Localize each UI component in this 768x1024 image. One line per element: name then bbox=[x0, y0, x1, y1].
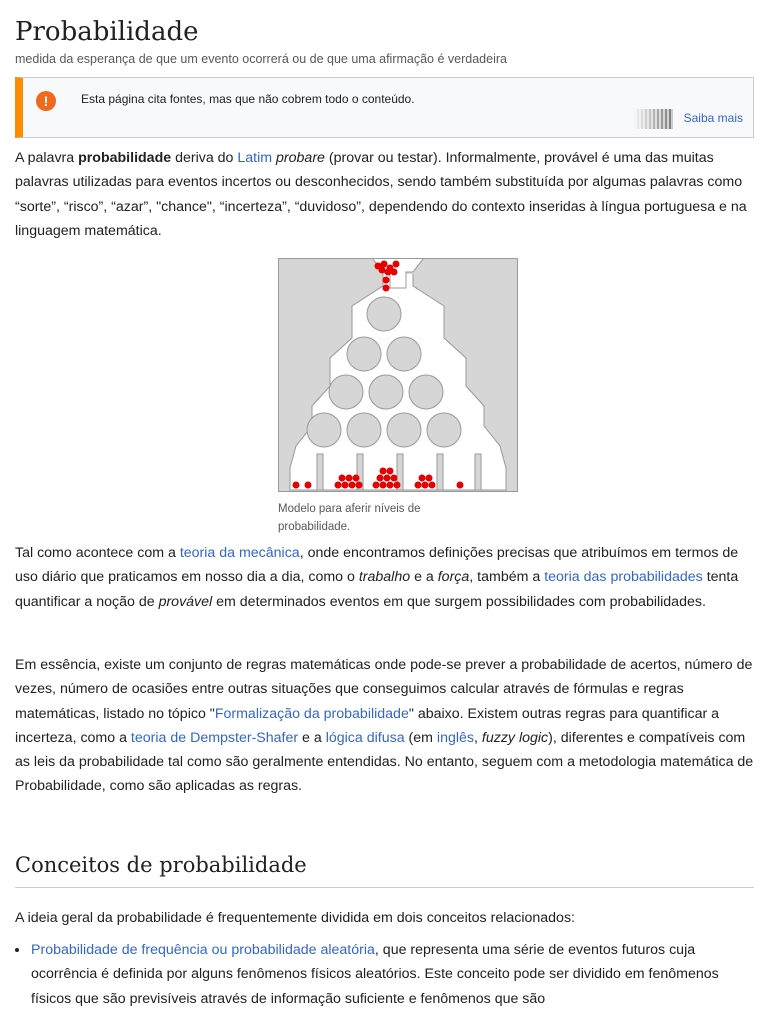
bin-divider bbox=[437, 454, 443, 490]
peg bbox=[409, 375, 443, 409]
ball bbox=[379, 267, 386, 274]
ball bbox=[457, 482, 464, 489]
paragraph-rules bbox=[15, 653, 754, 799]
text: ), diferentes e compatíveis com as leis da probabilidade tal como são geralmente entendidas. No entanto, seguem com a metodologia matemática de Probabilidade, como são aplicadas as regras. bbox=[15, 729, 754, 795]
ball bbox=[380, 482, 387, 489]
ball bbox=[373, 482, 380, 489]
text: (provar ou testar). Informalmente, provável é uma das muitas palavras utilizadas para eventos incertos ou desconhecidos, sendo também substituída por algumas palavras como “sorte”, “risco”, “azar”, "chance", “incerteza”, “duvidoso”, dependendo do contexto inseridas à língua portuguesa e na linguagem matemática. bbox=[15, 150, 747, 239]
text: tenta quantificar a noção de bbox=[15, 569, 739, 610]
text: Em essência, existe um conjunto de regras matemáticas onde pode-se prever a probabilidade de acertos, número de vezes, número de ocasiões entre outras situações que conseguimos calcular através de fórmulas e regras matemáticas, listado no tópico " bbox=[15, 657, 753, 722]
ball bbox=[394, 482, 401, 489]
section-heading: Conceitos de probabilidade bbox=[15, 853, 754, 888]
galton-board-image bbox=[278, 258, 518, 494]
sources-notice bbox=[15, 77, 754, 138]
link-probabilidade-frequencia[interactable]: Probabilidade de frequência ou probabilidade aleatória bbox=[31, 942, 375, 958]
italic-term: trabalho bbox=[358, 569, 411, 586]
ball bbox=[384, 475, 391, 482]
italic-term: provável bbox=[158, 593, 213, 610]
link-ingles[interactable]: inglês bbox=[436, 729, 474, 746]
intro-paragraph bbox=[15, 146, 754, 243]
section-intro: A ideia geral da probabilidade é frequentemente dividida em dois conceitos relacionados: bbox=[15, 910, 575, 926]
ball bbox=[346, 475, 353, 482]
ball bbox=[353, 475, 360, 482]
ball bbox=[383, 285, 390, 292]
text: , bbox=[474, 729, 482, 746]
ball bbox=[422, 482, 429, 489]
link-formalizacao[interactable]: Formalização da probabilidade bbox=[214, 705, 409, 722]
bin-divider bbox=[317, 454, 323, 490]
text: A palavra bbox=[15, 150, 79, 166]
text: , que representa uma série de eventos futuros cuja ocorrência é definida por alguns fenômenos físicos aleatórios. Este conceito pode ser dividido em fenômenos físicos que são previsíveis através de informação suficiente e fenômenos que são bbox=[31, 942, 719, 1007]
list-item bbox=[30, 938, 754, 1011]
ball bbox=[349, 482, 356, 489]
page-title: Probabilidade bbox=[15, 17, 199, 47]
ball bbox=[377, 475, 384, 482]
figure-caption: Modelo para aferir níveis de probabilidade. bbox=[278, 503, 421, 533]
link-dempster-shafer[interactable]: teoria de Dempster-Shafer bbox=[130, 729, 299, 746]
notice-text: Esta página cita fontes, mas que não cobrem todo o conteúdo. bbox=[81, 92, 415, 106]
ball bbox=[393, 261, 400, 268]
page-subtitle: medida da esperança de que um evento ocorrerá ou de que uma afirmação é verdadeira bbox=[15, 52, 507, 66]
text: deriva do bbox=[171, 150, 238, 166]
ball bbox=[391, 269, 398, 276]
peg bbox=[387, 413, 421, 447]
link-teoria-probabilidades[interactable]: teoria das probabilidades bbox=[544, 569, 703, 586]
peg bbox=[367, 297, 401, 331]
ball bbox=[383, 277, 390, 284]
ball bbox=[305, 482, 312, 489]
ball bbox=[419, 475, 426, 482]
ball bbox=[387, 468, 394, 475]
paragraph-mechanics bbox=[15, 541, 754, 614]
text: Tal como acontece com a bbox=[15, 545, 180, 561]
ball bbox=[429, 482, 436, 489]
notice-fade-decoration bbox=[633, 109, 673, 129]
peg bbox=[387, 337, 421, 371]
ball bbox=[356, 482, 363, 489]
ball bbox=[426, 475, 433, 482]
ball bbox=[415, 482, 422, 489]
peg bbox=[427, 413, 461, 447]
peg bbox=[369, 375, 403, 409]
ball bbox=[335, 482, 342, 489]
link-teoria-mecanica[interactable]: teoria da mecânica bbox=[179, 545, 300, 561]
text: em determinados eventos em que surgem possibilidades com probabilidades. bbox=[212, 593, 706, 610]
text: e a bbox=[298, 729, 326, 746]
peg bbox=[307, 413, 341, 447]
peg bbox=[347, 413, 381, 447]
text: " abaixo. Existem outras regras para quantificar a incerteza, como a bbox=[15, 705, 720, 746]
italic-term: probare bbox=[276, 150, 325, 166]
ball bbox=[385, 269, 392, 276]
text: (em bbox=[404, 729, 437, 746]
text: , onde encontramos definições precisas que atribuímos em termos de uso diário que praticamos em nosso dia a dia, como o bbox=[15, 545, 739, 586]
peg bbox=[347, 337, 381, 371]
bin-divider bbox=[475, 454, 481, 490]
ball bbox=[342, 482, 349, 489]
bold-term: probabilidade bbox=[78, 150, 172, 166]
text: e a bbox=[410, 569, 438, 586]
ball bbox=[391, 475, 398, 482]
text: , também a bbox=[469, 569, 545, 586]
ball bbox=[387, 482, 394, 489]
italic-term: força bbox=[437, 569, 470, 586]
exclamation-icon: ! bbox=[36, 91, 56, 111]
link-logica-difusa[interactable]: lógica difusa bbox=[325, 729, 405, 746]
concepts-list bbox=[15, 938, 754, 1011]
galton-board-figure bbox=[278, 258, 518, 536]
ball bbox=[339, 475, 346, 482]
peg bbox=[329, 375, 363, 409]
link-latim[interactable]: Latim bbox=[237, 150, 273, 166]
italic-term: fuzzy logic bbox=[481, 729, 549, 746]
ball bbox=[381, 261, 388, 268]
learn-more-link[interactable]: Saiba mais bbox=[683, 111, 743, 125]
ball bbox=[380, 468, 387, 475]
ball bbox=[293, 482, 300, 489]
